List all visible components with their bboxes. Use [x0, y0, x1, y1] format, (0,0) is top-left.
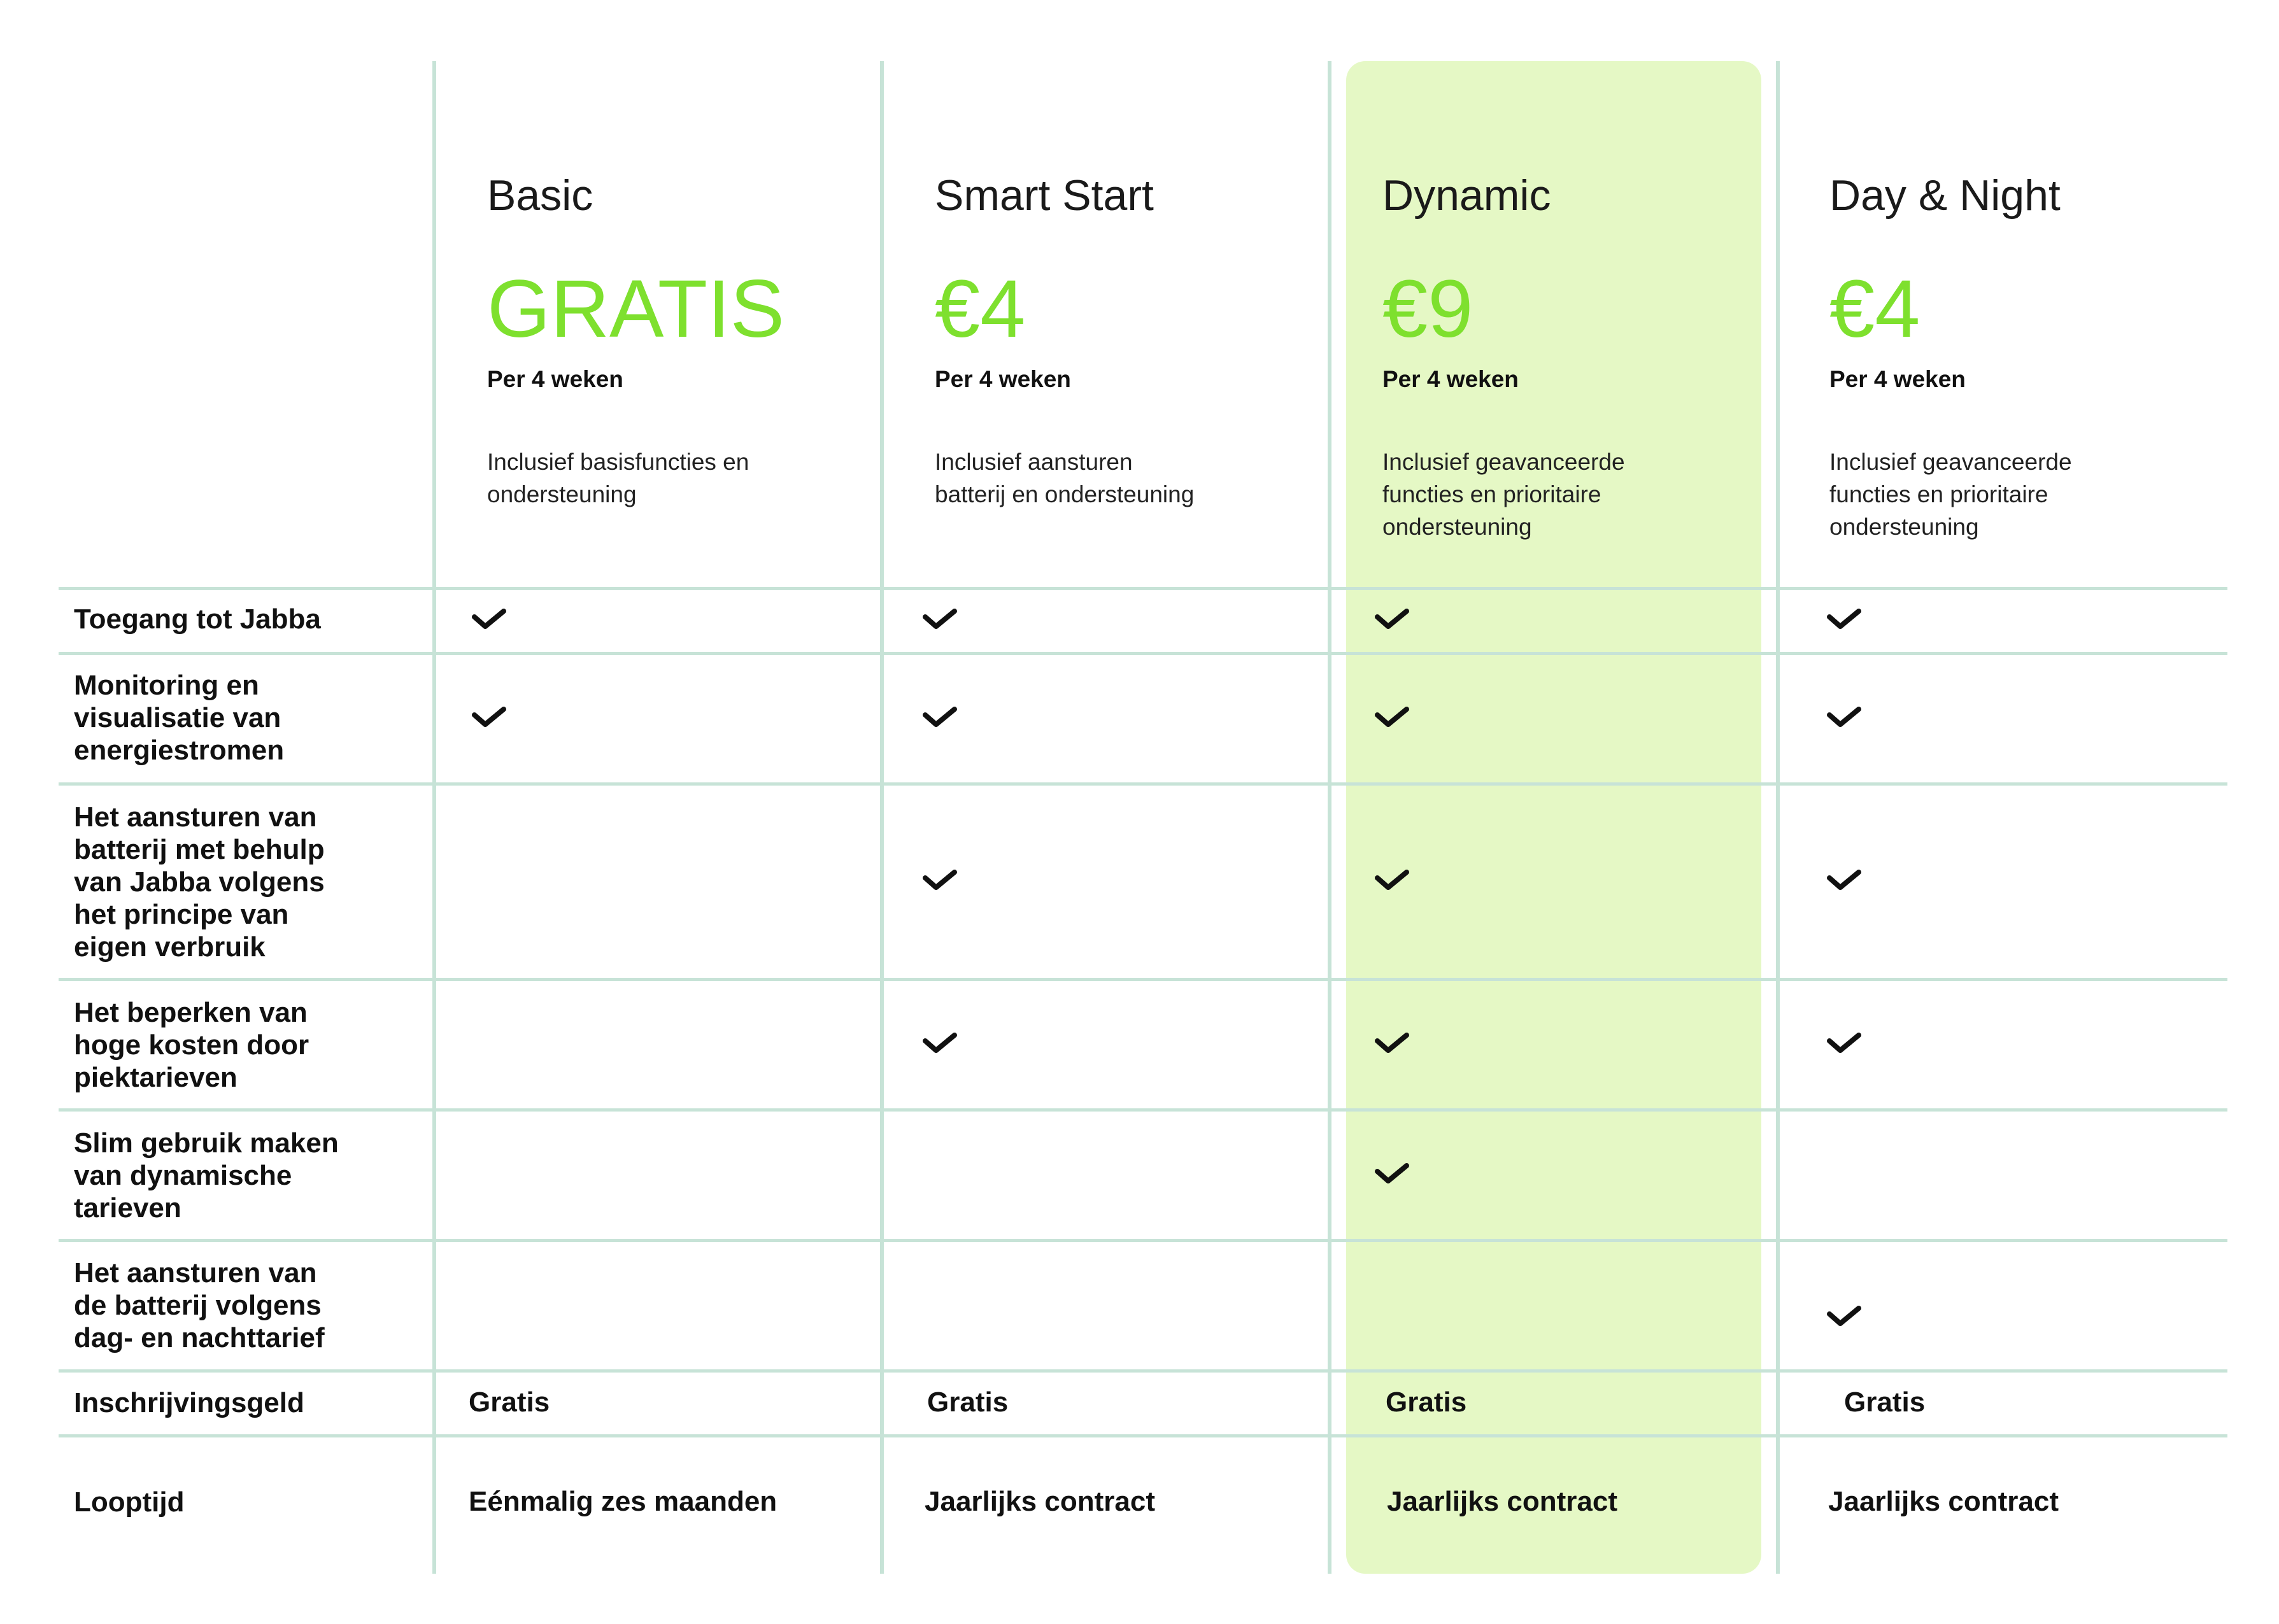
checkmark-icon [922, 868, 958, 893]
checkmark-icon [1374, 705, 1410, 730]
plan-price: €9 [1382, 264, 1473, 355]
plan-name: Day & Night [1829, 171, 2061, 220]
checkmark-icon [1826, 705, 1862, 730]
row-divider [59, 978, 2227, 981]
plan-name: Dynamic [1382, 171, 1551, 220]
column-divider [1776, 61, 1780, 1574]
row-divider [59, 587, 2227, 590]
checkmark-icon [922, 705, 958, 730]
plan-period: Per 4 weken [935, 366, 1071, 392]
term-label: Looptijd [74, 1486, 185, 1518]
row-divider [59, 652, 2227, 655]
plan-description: Inclusief geavanceerde functies en prioritaire ondersteuning [1382, 449, 1625, 540]
checkmark-icon [1374, 1161, 1410, 1187]
feature-label: Het aansturen van batterij met behulp van Jabba volgens het principe van eigen verbruik [74, 801, 325, 963]
term-value: Jaarlijks contract [1828, 1486, 2059, 1517]
plan-price: GRATIS [487, 264, 785, 355]
checkmark-icon [471, 607, 507, 632]
plan-description: Inclusief aansturen batterij en ondersteuning [935, 449, 1195, 507]
registration-label: Inschrijvingsgeld [74, 1387, 304, 1418]
plan-price: €4 [935, 264, 1026, 355]
row-divider [59, 1239, 2227, 1242]
plan-description: Inclusief basisfuncties en ondersteuning [487, 449, 749, 507]
checkmark-icon [1826, 1031, 1862, 1056]
feature-label: Toegang tot Jabba [74, 604, 321, 635]
plan-period: Per 4 weken [1382, 366, 1519, 392]
feature-label: Het beperken van hoge kosten door piektarieven [74, 997, 309, 1093]
column-divider [880, 61, 884, 1574]
feature-label: Het aansturen van de batterij volgens dag- en nachttarief [74, 1257, 325, 1353]
column-divider [432, 61, 436, 1574]
term-value: Jaarlijks contract [925, 1486, 1155, 1517]
registration-value: Gratis [1844, 1387, 1926, 1418]
checkmark-icon [922, 607, 958, 632]
plan-period: Per 4 weken [487, 366, 623, 392]
row-divider [59, 782, 2227, 786]
checkmark-icon [1826, 607, 1862, 632]
term-value: Jaarlijks contract [1387, 1486, 1617, 1517]
plan-name: Smart Start [935, 171, 1154, 220]
plan-description: Inclusief geavanceerde functies en prioritaire ondersteuning [1829, 449, 2072, 540]
column-divider [1328, 61, 1331, 1574]
term-value: Eénmalig zes maanden [469, 1486, 777, 1517]
checkmark-icon [1374, 607, 1410, 632]
checkmark-icon [1374, 868, 1410, 893]
checkmark-icon [1826, 868, 1862, 893]
registration-value: Gratis [927, 1387, 1009, 1418]
row-divider [59, 1108, 2227, 1112]
plan-period: Per 4 weken [1829, 366, 1966, 392]
checkmark-icon [1374, 1031, 1410, 1056]
checkmark-icon [471, 705, 507, 730]
row-divider [59, 1369, 2227, 1373]
plan-name: Basic [487, 171, 593, 220]
registration-value: Gratis [1386, 1387, 1467, 1418]
plan-price: €4 [1829, 264, 1920, 355]
feature-label: Slim gebruik maken van dynamische tarieven [74, 1127, 339, 1224]
checkmark-icon [922, 1031, 958, 1056]
checkmark-icon [1826, 1304, 1862, 1329]
feature-label: Monitoring en visualisatie van energiestromen [74, 670, 285, 766]
row-divider [59, 1434, 2227, 1437]
registration-value: Gratis [469, 1387, 550, 1418]
